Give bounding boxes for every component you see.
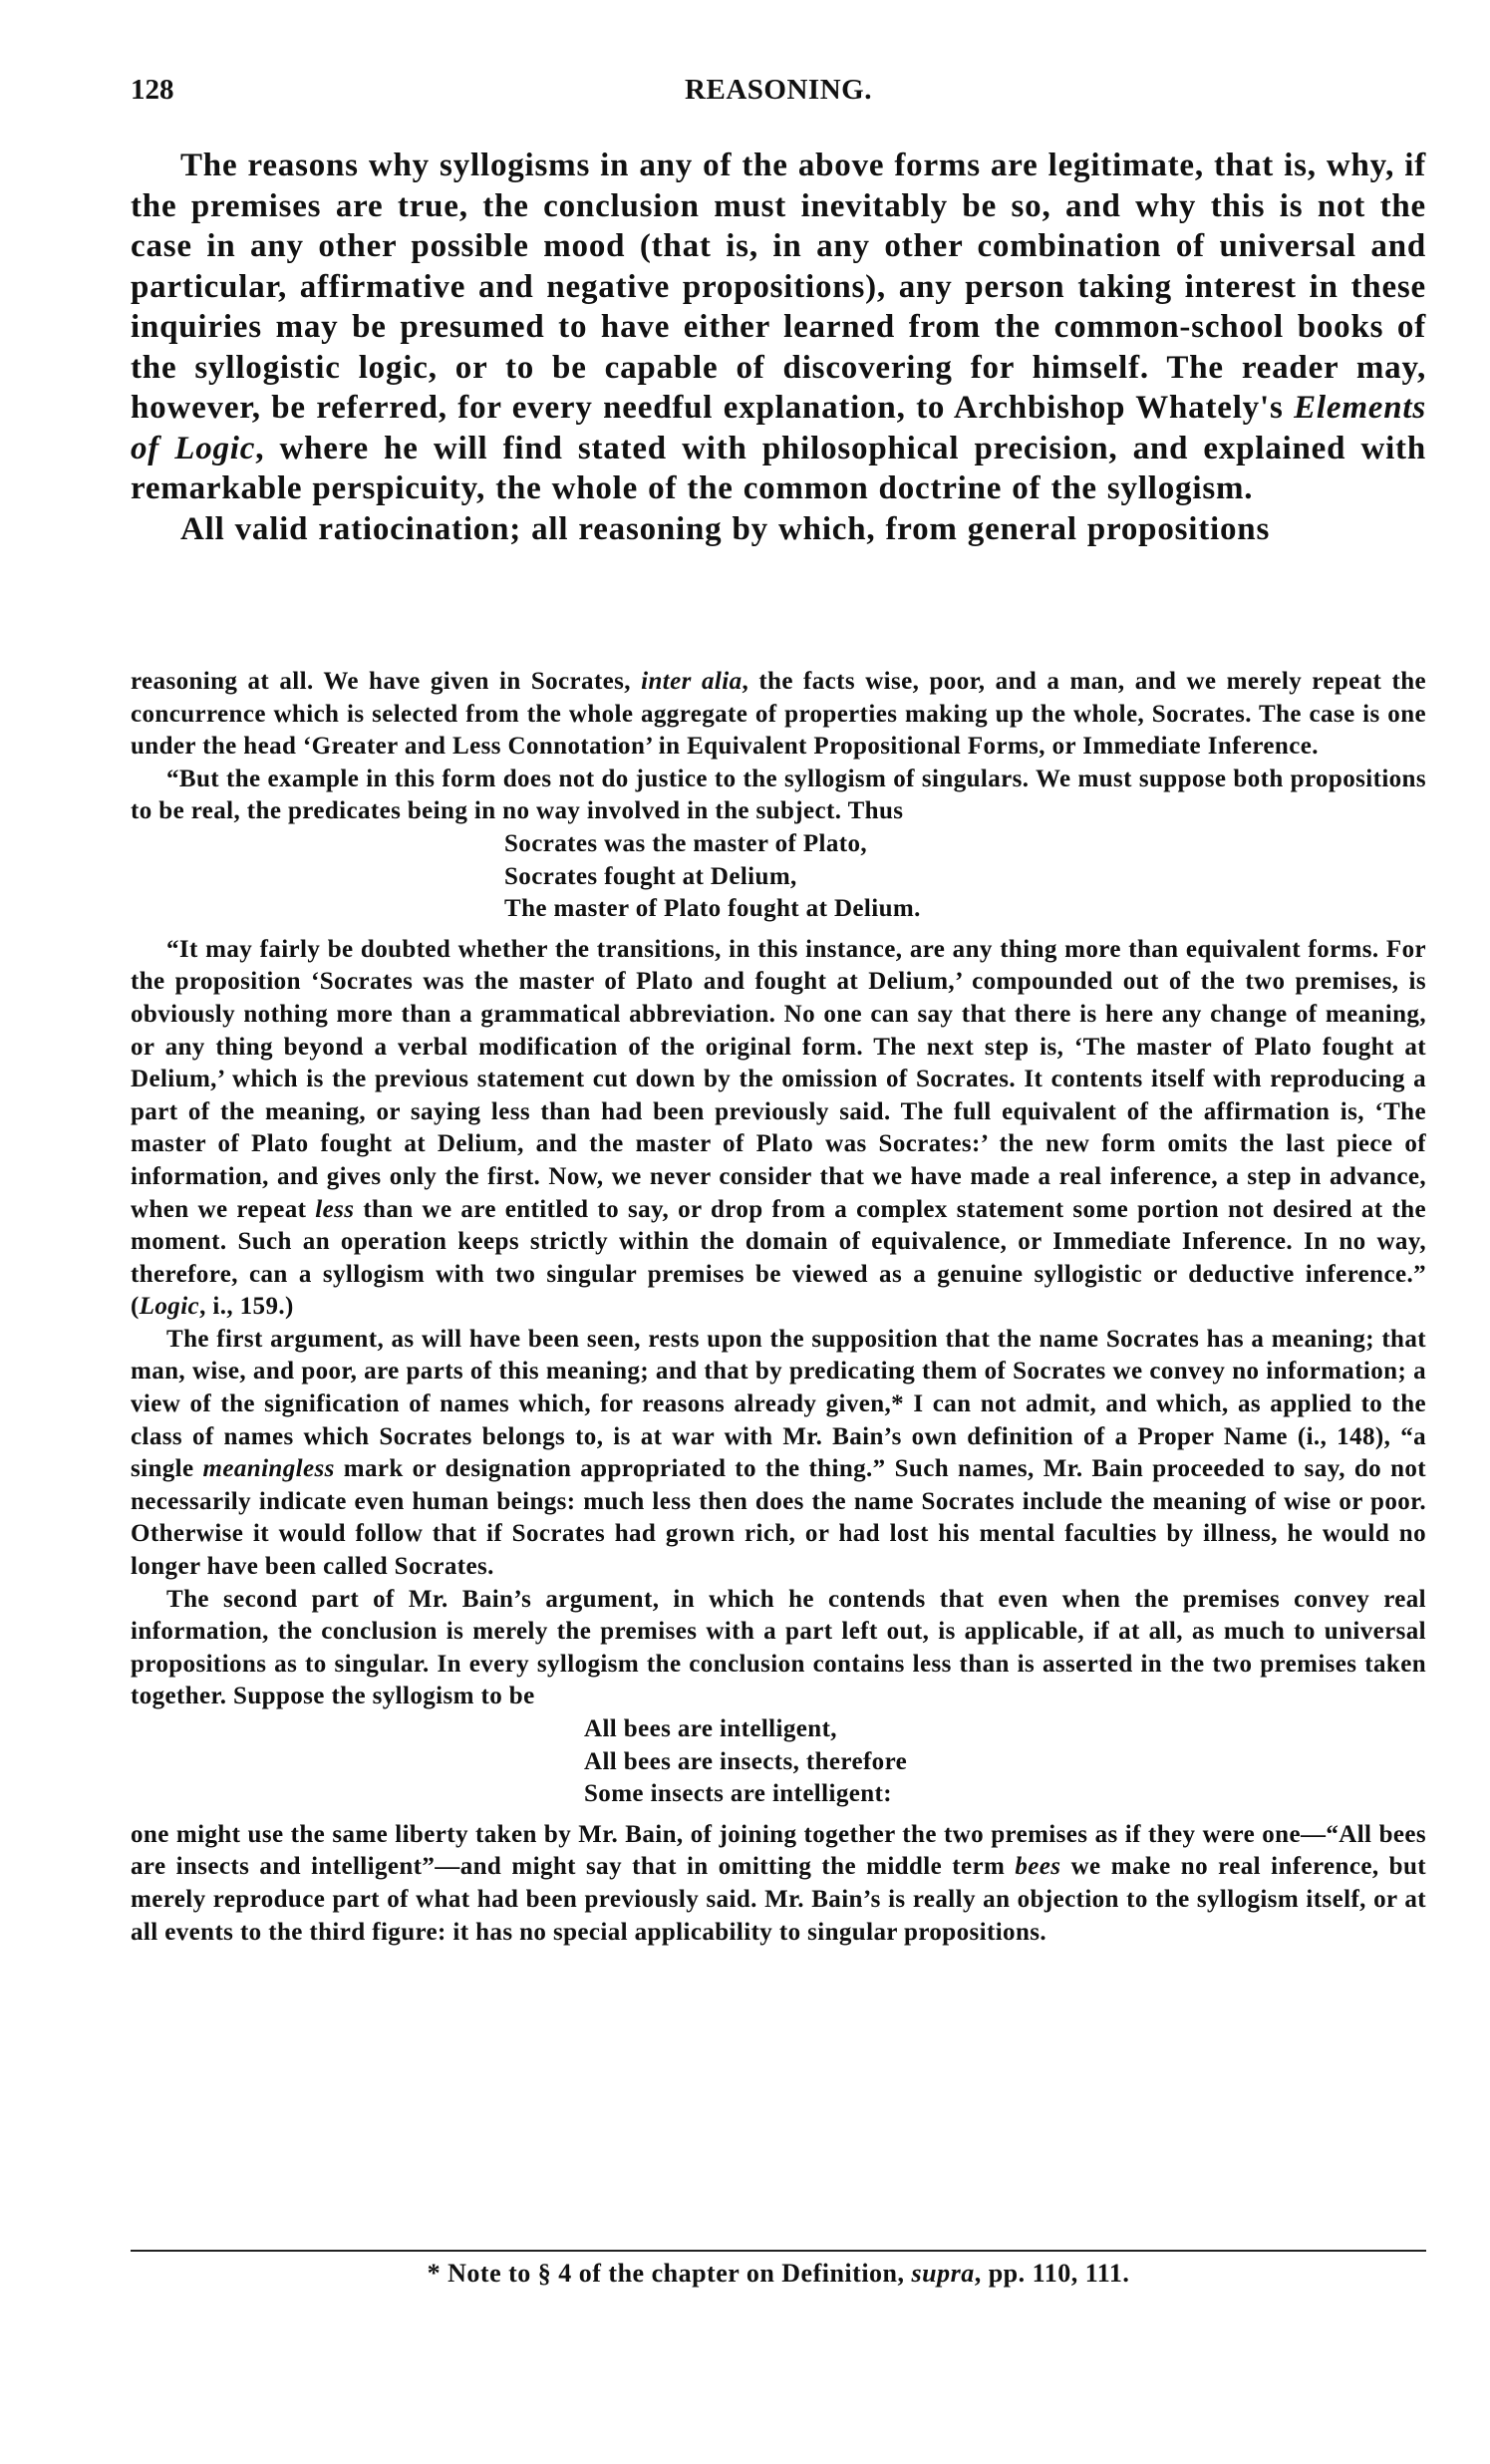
footnote: * Note to § 4 of the chapter on Definition, supra, pp. 110, 111. <box>427 2259 1130 2288</box>
running-head <box>131 74 1426 114</box>
main-text <box>131 146 1426 549</box>
verse-line: All bees are intelligent, <box>584 1715 837 1742</box>
note-paragraph: reasoning at all. We have given in Socrates, inter alia, the facts wise, poor, and a man, and we merely repeat the concurrence which is selected from the whole aggregate of properties making up the whole, Socrates. The case is one under the head ‘Greater and Less Connotation’ in Equivalent Propositional Forms, or Immediate Inference. <box>131 668 1426 761</box>
note-paragraph: The first argument, as will have been seen, rests upon the supposition that the name Socrates has a meaning; that man, wise, and poor, are parts of this meaning; and that by predicating them of Socrates we convey no information; a view of the signification of names which, for reasons already given,* I can not admit, and which, as applied to the class of names which Socrates belongs to, is at war with Mr. Bain’s own definition of a Proper Name (i., 148), “a single meaningless mark or designation appropriated to the thing.” Such names, Mr. Bain proceeded to say, do not necessarily indicate even human beings: much less then does the name Socrates include the meaning of wise or poor. Otherwise it would follow that if Socrates had grown rich, or had lost his mental faculties by illness, he would no longer have been called Socrates. <box>131 1325 1427 1581</box>
page-number: 128 <box>131 74 174 106</box>
note-paragraph: one might use the same liberty taken by Mr. Bain, of joining together the two premises as if they were one—“All bees are insects and intelligent”—and might say that in omitting the middle term bees we make no real inference, but merely reproduce part of what had been previously said. Mr. Bain’s is really an objection to the syllogism itself, or at all events to the third figure: it has no special applicability to singular propositions. <box>131 1820 1426 1946</box>
verse-line: All bees are insects, therefore <box>584 1747 908 1775</box>
verse-line: Socrates was the master of Plato, <box>504 829 868 857</box>
running-title: REASONING. <box>685 74 872 106</box>
syllogism-example <box>584 1713 1426 1811</box>
book-title: Elements of Logic <box>131 390 1426 466</box>
verse-line: Some insects are intelligent: <box>584 1780 892 1808</box>
verse-line: The master of Plato fought at Delium. <box>504 895 921 923</box>
footnote-divider <box>131 2250 1426 2252</box>
note-paragraph: The second part of Mr. Bain’s argument, in which he contends that even when the premises convey real information, the conclusion is merely the premises with a part left out, is applicable, if at all, as much to universal propositions as to singular. In every syllogism the conclusion contains less than is asserted in the two premises taken together. Suppose the syllogism to be <box>131 1585 1426 1710</box>
note-paragraph: “But the example in this form does not do justice to the syllogism of singulars. We must suppose both propositions to be real, the predicates being in no way involved in the subject. Thus <box>131 765 1426 825</box>
note-paragraph: “It may fairly be doubted whether the transitions, in this instance, are any thing more than equivalent forms. For the proposition ‘Socrates was the master of Plato and fought at Delium,’ compounded out of the two premises, is obviously nothing more than a grammatical abbreviation. No one can say that there is here any change of meaning, or any thing beyond a verbal modification of the original form. The next step is, ‘The master of Plato fought at Delium,’ which is the previous statement cut down by the omission of Socrates. It contents itself with reproducing a part of the meaning, or saying less than had been previously said. The full equivalent of the affirmation is, ‘The master of Plato fought at Delium, and the master of Plato was Socrates:’ the new form omits the last piece of information, and gives only the first. Now, we never consider that we have made a real inference, a step in advance, when we repeat less than we are entitled to say, or drop from a complex statement some portion not desired at the moment. Such an operation keeps strictly within the domain of equivalence, or Immediate Inference. In no way, therefore, can a syllogism with two singular premises be viewed as a genuine syllogistic or deductive inference.” (Logic, i., 159.) <box>131 935 1426 1321</box>
paragraph: The reasons why syllogisms in any of the above forms are legitimate, that is, why, if the premises are true, the conclusion must inevitably be so, and why this is not the case in any other possible mood (that is, in any other combination of universal and particular, affirmative and negative propositions), any person taking interest in these inquiries may be presumed to have either learned from the common-school books of the syllogistic logic, or to be capable of discovering for himself. The reader may, however, be referred, for every needful explanation, to Archbishop Whately's Elements of Logic, where he will find stated with philosophical precision, and explained with remarkable perspicuity, the whole of the common doctrine of the syllogism. <box>131 148 1426 506</box>
notes-section <box>131 666 1426 1949</box>
syllogism-example <box>504 828 1426 926</box>
verse-line: Socrates fought at Delium, <box>504 862 797 890</box>
paragraph: All valid ratiocination; all reasoning by which, from general propositions <box>180 510 1271 547</box>
